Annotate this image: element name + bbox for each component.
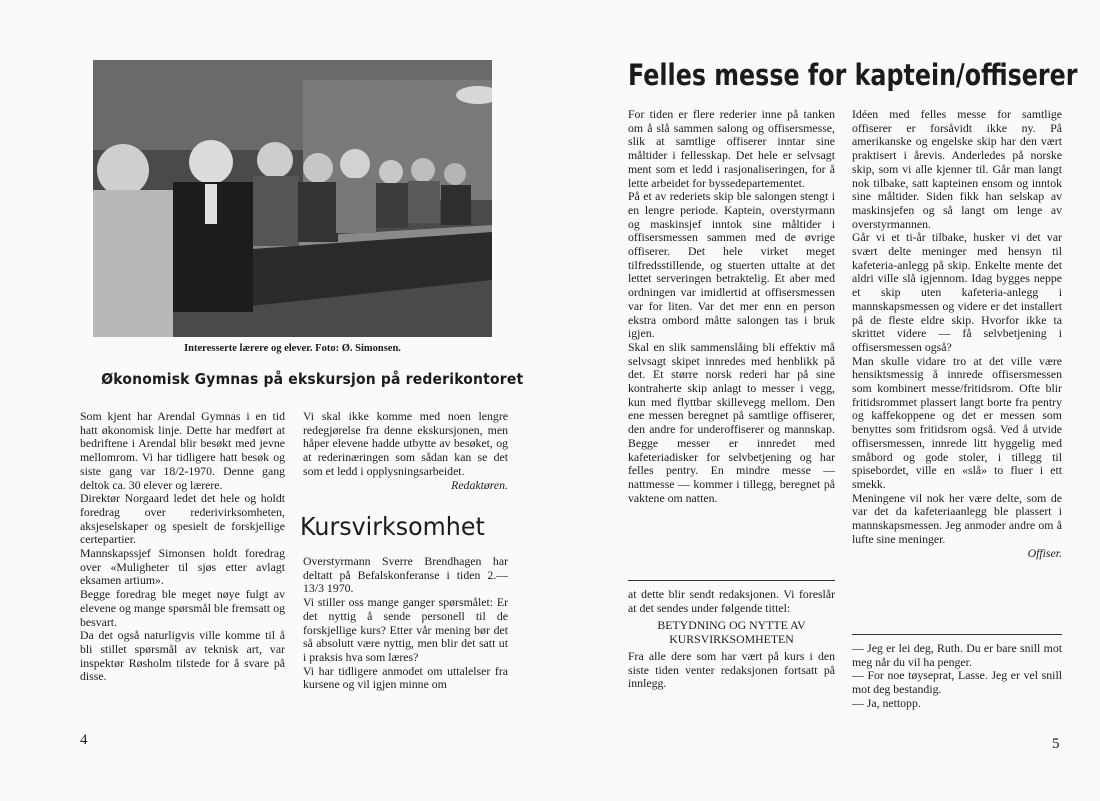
- joke-line: — For noe tøyseprat, Lasse. Jeg er vel snill mot deg bestandig.: [852, 668, 1062, 697]
- paragraph: Man skulle vidare tro at det ville være hensiktsmessig å innrede offisersmessen som kombinert messe/fritidsrom. Ofte blir fritidsrommet plassert langt borte fra pentry og kaffekoppene og det er messen som benyttes som fritidsrom også. Ved å utvide offisersmessen, innrede litt hyggelig med småbord og gode stoler, i tillegg til spisebordet, ville en «slå» to fluer i ett smekk.: [852, 353, 1062, 491]
- signature-redaktoren: Redaktøren.: [451, 477, 508, 492]
- page-number-left: 4: [80, 732, 88, 748]
- paragraph: Som kjent har Arendal Gymnas i en tid hatt økonomisk linje. Dette har medført at bedriftene i Arendal blir besøkt med jevne mellomrom. Vi har tidligere hatt besøk og siste gang var 18/2-1970. Denne gang deltok ca. 30 elever og lærere.: [80, 409, 285, 492]
- divider: [628, 580, 835, 581]
- joke-line: — Jeg er lei deg, Ruth. Du er bare snill mot meg når du vil ha penger.: [852, 641, 1062, 669]
- photo-teachers-students: [93, 60, 492, 337]
- joke-line: — Ja, nettopp.: [852, 695, 921, 710]
- paragraph: Skal en slik sammenslåing bli effektiv må selvsagt skipet innredes med henblikk på det. Et større norsk rederi har på sine kontraherte skip anlagt to messer i vegg, kun med flyttbar skillevegg mellom. Den ene messen beregnet på samtlige offiserer, den andre for underoffiserer og mannskap. Begge messer er innredet med kafeteriadisker for selvbetjening og har felles pentry. En mindre messe — nattmesse — kommer i tillegg, beregnet på vaktene om natten.: [628, 339, 835, 505]
- kurs-heading: BETYDNING OG NYTTE AV KURSVIRKSOMHETEN: [657, 618, 806, 647]
- paragraph: Da det også naturligvis ville komme til å bli stillet spørsmål av teknisk art, var inspektør Røsholm tilstede for å svare på disse.: [80, 628, 285, 684]
- paragraph: Begge foredrag ble meget nøye fulgt av elevene og mange spørsmål ble fremsatt og besvart.: [80, 587, 285, 629]
- page-number-right: 5: [1052, 736, 1060, 752]
- paragraph: at dette blir sendt redaksjonen. Vi foreslår at det sendes under følgende tittel:: [628, 587, 835, 615]
- left-column-1: [80, 410, 285, 684]
- kurs-title: Kursvirksomhet: [300, 512, 485, 541]
- paragraph: Direktør Norgaard ledet det hele og holdt foredrag over rederivirksomheten, aksjeselskaper og spesielt de forskjellige certepartier.: [80, 491, 285, 547]
- signature-offiser: Offiser.: [1027, 545, 1062, 560]
- article-title-left: Økonomisk Gymnas på ekskursjon på rederikontoret: [101, 370, 524, 388]
- left-column-2: [303, 410, 508, 492]
- paragraph: Vi skal ikke komme med noen lengre redegjørelse fra denne ekskursjonen, men håper elevene hadde utbytte av besøket, og at rederinæringen som sådan kan se det som et ledd i opplysningsarbeidet.: [303, 409, 508, 478]
- paragraph: Mannskapssjef Simonsen holdt foredrag over «Muligheter til sjøs etter avlagt eksamen artium».: [80, 546, 285, 588]
- jokes: [852, 642, 1062, 711]
- photo-caption: Interesserte lærere og elever. Foto: Ø. Simonsen.: [184, 343, 401, 354]
- paragraph: Meningene vil nok her være delte, som de var det da kafeteriaanlegg ble plassert i mannskapsmessen. Jeg anmoder andre om å lufte sine meninger.: [852, 490, 1062, 546]
- paragraph: Går vi et ti-år tilbake, husker vi det var svært delte meninger med hensyn til kafeteria-anlegg på skip. Enkelte mente det aldri ville slå igjennom. Idag bygges neppe et skip uten kafeteria-anlegg i mannskapsmessen og videre er det installert på de fleste eldre skip. Hvorfor ikke ta skrittet videre — få selvbetjening i offisersmessen også?: [852, 230, 1062, 354]
- right-column-1: [628, 108, 835, 505]
- paragraph: Vi stiller oss mange ganger spørsmålet: Er det nyttig å sende personell til de forskjellige kurs? Etter vår mening bør det så absolutt være nyttig, men blir det satt ut i praksis hva som læres?: [303, 595, 508, 664]
- paragraph: Fra alle dere som har vært på kurs i den siste tiden venter redaksjonen fortsatt på innlegg.: [628, 648, 835, 691]
- kurs-continuation: [628, 588, 835, 691]
- kurs-body: [303, 555, 508, 692]
- paragraph: På et av rederiets skip ble salongen stengt i en lengre periode. Kaptein, overstyrmann og maskinsjef inntok sine måltider i offisersmessen sammen med de øvrige offiserer. Det hele virket meget tilfredsstillende, og stuerten uttalte at det lettet serveringen betraktelig. Et aber med ordningen var imidlertid at offisersmessen var for liten. Var det mer enn en person ekstra ombord måtte salongen tas i bruk igjen.: [628, 189, 835, 341]
- paragraph: For tiden er flere rederier inne på tanken om å slå sammen salong og offisersmesse, slik at samtlige offiserer inntar sine måltider i fellesskap. Det hele er selvsagt ment som et ledd i rasjonaliseringen, for å lette arbeidet for byssedepartementet.: [628, 107, 835, 190]
- paragraph: Idéen med felles messe for samtlige offiserer er forsåvidt ikke ny. På amerikanske og engelske skip har den vært praktisert i årevis. Anderledes på norske skip, som vi alle kjenner til. Går man langt nok tilbake, satt kapteinen ensom og inntok sine måltider. Siden fikk han selskap av maskinsjefen og så langt om lenge av overstyrmannen.: [852, 107, 1062, 231]
- right-column-2: [852, 108, 1062, 560]
- article-title-right: Felles messe for kaptein/offiserer: [628, 58, 1078, 92]
- divider: [852, 634, 1062, 635]
- paragraph: Overstyrmann Sverre Brendhagen har deltatt på Befalskonferanse i tiden 2.—13/3 1970.: [303, 554, 508, 596]
- paragraph: Vi har tidligere anmodet om uttalelser fra kursene og vil igjen minne om: [303, 663, 508, 692]
